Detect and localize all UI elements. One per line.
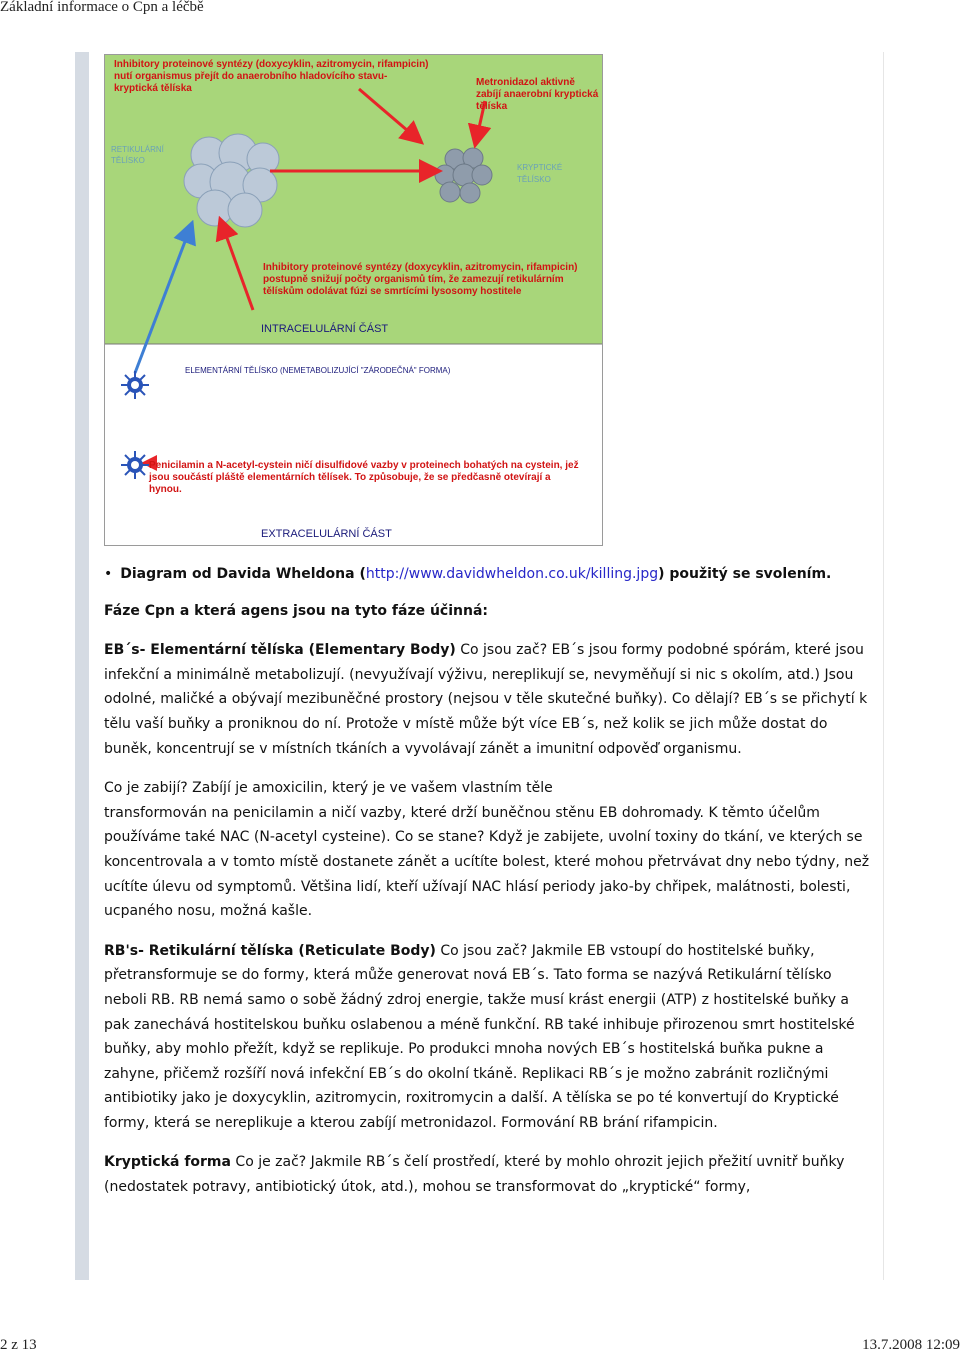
cryptic-paragraph (104, 1150, 874, 1199)
eb-heading: EB´s- Elementární tělíska (Elementary Body) (104, 642, 456, 659)
label-cryptic-2: TĚLÍSKO (517, 175, 551, 184)
label-cryptic-1: KRYPTICKÉ (517, 163, 563, 172)
label-elementary-body: ELEMENTÁRNÍ TĚLÍSKO (NEMETABOLIZUJÍCÍ "ZÁRODEČNÁ" FORMA) (185, 366, 451, 375)
cryptic-text: Co je zač? Jakmile RB´s čelí prostředí, které by mohlo ohrozit jejich přežití uvnitř buňky (nedostatek potravy, antibiotický útok, atd.), mohou se transformovat do „kryptické“ formy, (104, 1154, 845, 1196)
print-datetime: 13.7.2008 12:09 (862, 1337, 960, 1353)
kill-line1: Co je zabijí? Zabíjí je amoxicilin, který je ve vašem vlastním těle (104, 780, 553, 797)
label-intracellular: INTRACELULÁRNÍ ČÁST (261, 323, 389, 335)
diagram-source-link[interactable]: http://www.davidwheldon.co.uk/killing.jpg (365, 566, 659, 582)
diagram-caption (104, 562, 874, 587)
bullet-dot: • (104, 566, 113, 582)
rb-heading: RB's- Retikulární tělíska (Reticulate Body) (104, 942, 436, 959)
label-reticular-1: RETIKULÁRNÍ (111, 145, 164, 154)
eb-text: Co jsou zač? EB´s jsou formy podobné spórám, které jsou infekční a minimálně metabolizují. (nevyužívají výživu, nereplikují se, nevyměňují si nic s okolím, atd.) Jsou odolné, maličké a obývají mezibuněčné prostory (nejsou v těle skutečné buňky). Co dělají? EB´s se přichytí k tělu vaší buňky a proniknou do ní. Protože v místě může být více EB´s, než kolik se jich může dostat do buněk, koncentrují se v místních tkáních a vyvolávají zánět a imunitní odpověď organismu. (104, 642, 868, 757)
left-margin-rail (75, 52, 89, 1280)
label-penicillamine: Penicilamin a N-acetyl-cystein ničí disulfidové vazby v proteinech bohatých na cystein, jež jsou součástí pláště elementárních tělísek. To způsobuje, že se předčasně otevírají a hynou. (149, 460, 579, 495)
label-inhibitors-top: Inhibitory proteinové syntézy (doxycyklin, azitromycin, rifampicin) nutí organismus přejít do anaerobního hladovícího stavu- kryptická tělíska (114, 59, 429, 94)
label-reticular-2: TĚLÍSKO (111, 156, 145, 165)
article-body (104, 562, 874, 1215)
label-inhibitors-bottom: Inhibitory proteinové syntézy (doxycyklin, azitromycin, rifampicin) postupně snižují počty organismů tím, že zamezují retikulárním tělískům odolávat fúzi se smrtícími lysosomy hostitele (263, 262, 578, 297)
elementary-body-1 (121, 371, 149, 399)
cpn-lifecycle-diagram (104, 54, 603, 546)
rb-text: Co jsou zač? Jakmile EB vstoupí do hostitelské buňky, přetransformuje se do formy, která může generovat nová EB´s. Tato forma se nazývá Retikulární tělísko neboli RB. RB nemá samo o sobě žádný zdroj energie, takže musí krást energii (ATP) z hostitelské buňky a pak zanechává hostitelskou buňku oslabenou a méně funkční. RB také inhibuje přirozenou smrt hostitelské buňky, aby mohlo přežít, když se replikuje. Po produkci mnoha nových EB´s hostitelská buňka pukne a zahyne, přičemž rozšíří nová infekční EB´s do okolní tkáně. Replikaci RB´s je možno zabránit rozličnými antibiotiky jako je doxycyklin, azitromycin, roxitromycin a další. A tělíska se po té konvertují do Kryptické formy, která se nereplikuje a kterou zabíjí metronidazol. Formování RB brání rifampicin. (104, 942, 855, 1131)
right-margin-rule (883, 52, 884, 1280)
cryptic-heading: Kryptická forma (104, 1154, 231, 1171)
caption-text-end: ) použitý se svolením. (658, 566, 832, 582)
label-metronidazol: Metronidazol aktivně zabíjí anaerobní kryptická tělíska (476, 77, 599, 112)
page-header-title: Základní informace o Cpn a léčbě (0, 0, 204, 15)
label-extracellular: EXTRACELULÁRNÍ ČÁST (261, 528, 392, 540)
rb-paragraph (104, 939, 874, 1136)
kill-paragraph (104, 776, 874, 924)
elementary-body-2 (121, 451, 149, 479)
phases-heading: Fáze Cpn a která agens jsou na tyto fáze účinná: (104, 602, 489, 619)
caption-text-start: Diagram od Davida Wheldona ( (120, 566, 366, 582)
kill-text: transformován na penicilamin a ničí vazby, které drží buněčnou stěnu EB dohromady. K těmto účelům používáme také NAC (N-acetyl cysteine). Co se stane? Když je zabijete, uvolní toxiny do tkání, ve kterých se koncentrovala a v tomto místě dostanete zánět a ucítíte bolest, které mohou přetrvávat dny nebo týdny, než ucítíte úlevu od symptomů. Většina lidí, kteří užívají NAC hlásí periody jako-by chřipek, malátnosti, bolesti, ucpaného nosu, možná kašle. (104, 804, 870, 920)
page-number: 2 z 13 (0, 1337, 37, 1353)
eb-paragraph (104, 638, 874, 761)
